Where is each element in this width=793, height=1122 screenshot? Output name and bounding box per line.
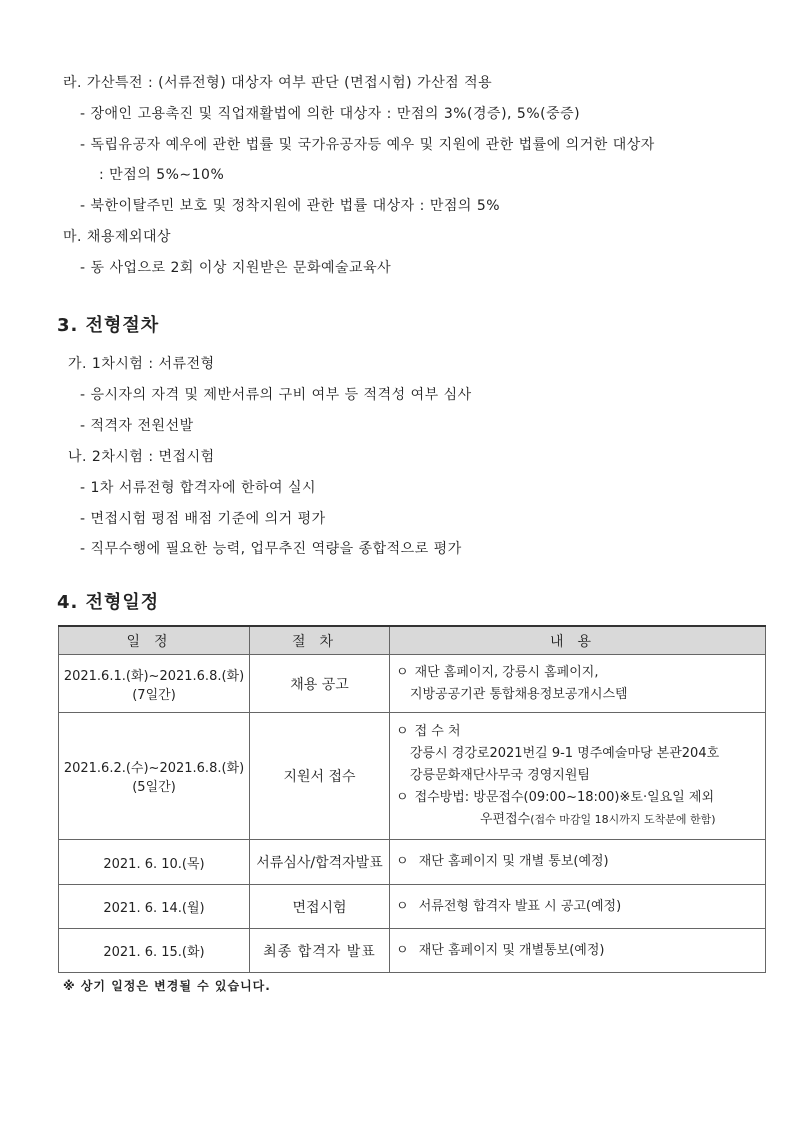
row-content	[390, 929, 766, 973]
schedule-table	[58, 625, 766, 973]
row-date: 2021. 6. 15.(화)	[59, 929, 250, 973]
date-text: 2021.6.2.(수)~2021.6.8.(화)	[63, 761, 245, 776]
bullet-icon: ㅇ	[396, 898, 409, 914]
header-content: 내용	[390, 626, 766, 655]
date-duration: (7일간)	[132, 687, 176, 703]
bullet-icon: ㅇ	[396, 724, 409, 739]
item-ra: 라. 가산특전 : (서류전형) 대상자 여부 판단 (면접시험) 가산점 적용	[63, 75, 493, 91]
table-row	[59, 929, 766, 973]
row-step: 최종 합격자 발표	[250, 929, 390, 973]
row-date: 2021. 6. 14.(월)	[59, 885, 250, 929]
bullet-icon: ㅇ	[396, 664, 409, 680]
ma-item-1: - 동 사업으로 2회 이상 지원받은 문화예술교육사	[80, 260, 392, 276]
ra-item-2-continued: : 만점의 5%∼10%	[99, 167, 225, 183]
mail-receipt-label: 우편접수	[480, 812, 531, 827]
section-4-heading: 4. 전형일정	[57, 592, 160, 613]
na-item-3: - 직무수행에 필요한 능력, 업무추진 역량을 종합적으로 평가	[80, 541, 462, 557]
header-step: 절차	[250, 626, 390, 655]
item-ga: 가. 1차시험 : 서류전형	[68, 356, 215, 372]
row-step: 지원서 접수	[250, 713, 390, 840]
row-date	[59, 655, 250, 713]
content-line: 재단 홈페이지 및 개별통보(예정)	[418, 942, 605, 958]
row-step: 서류심사/합격자발표	[250, 840, 390, 885]
na-item-1: - 1차 서류전형 합격자에 한하여 실시	[80, 480, 317, 496]
content-line: 서류전형 합격자 발표 시 공고(예정)	[418, 898, 622, 914]
schedule-note: ※ 상기 일정은 변경될 수 있습니다.	[63, 979, 271, 993]
item-na: 나. 2차시험 : 면접시험	[68, 449, 215, 465]
table-row	[59, 885, 766, 929]
content-line: 재단 홈페이지, 강릉시 홈페이지,	[414, 664, 599, 680]
table-row	[59, 713, 766, 840]
na-item-2: - 면접시험 평점 배점 기준에 의거 평가	[80, 511, 326, 527]
content-line: 지방공공기관 통합채용정보공개시스템	[410, 686, 628, 702]
header-date: 일정	[59, 626, 250, 655]
ra-item-3: - 북한이탈주민 보호 및 정착지원에 관한 법률 대상자 : 만점의 5%	[80, 198, 501, 214]
row-content	[390, 840, 766, 885]
ga-item-1: - 응시자의 자격 및 제반서류의 구비 여부 등 적격성 여부 심사	[80, 387, 472, 403]
ra-item-2: - 독립유공자 예우에 관한 법률 및 국가유공자등 예우 및 지원에 관한 법률에 의거한 대상자	[80, 137, 655, 153]
content-line: 접수방법: 방문접수(09:00~18:00)※토·일요일 제외	[414, 790, 715, 805]
content-line: 접 수 처	[414, 724, 461, 739]
ra-item-1: - 장애인 고용촉진 및 직업재활법에 의한 대상자 : 만점의 3%(경증), 5%(중증)	[80, 106, 581, 122]
mail-receipt-note: (접수 마감일 18시까지 도착분에 한함)	[530, 813, 716, 826]
table-row	[59, 840, 766, 885]
content-line: 강릉문화재단사무국 경영지원팀	[410, 768, 590, 783]
row-step: 채용 공고	[250, 655, 390, 713]
table-header-row	[59, 626, 766, 655]
bullet-icon: ㅇ	[396, 854, 409, 869]
row-content	[390, 655, 766, 713]
row-date: 2021. 6. 10.(목)	[59, 840, 250, 885]
row-step: 면접시험	[250, 885, 390, 929]
content-line	[396, 809, 765, 831]
content-line: 재단 홈페이지 및 개별 통보(예정)	[418, 854, 609, 869]
table-row	[59, 655, 766, 713]
bullet-icon: ㅇ	[396, 790, 409, 805]
bullet-icon: ㅇ	[396, 942, 409, 958]
content-line: 강릉시 경강로2021번길 9-1 명주예술마당 본관204호	[410, 746, 720, 761]
ga-item-2: - 적격자 전원선발	[80, 418, 194, 434]
section-3-heading: 3. 전형절차	[57, 315, 160, 336]
date-text: 2021.6.1.(화)~2021.6.8.(화)	[63, 668, 245, 684]
date-duration: (5일간)	[132, 780, 176, 795]
row-content	[390, 885, 766, 929]
row-date	[59, 713, 250, 840]
item-ma: 마. 채용제외대상	[63, 229, 172, 245]
row-content	[390, 713, 766, 840]
